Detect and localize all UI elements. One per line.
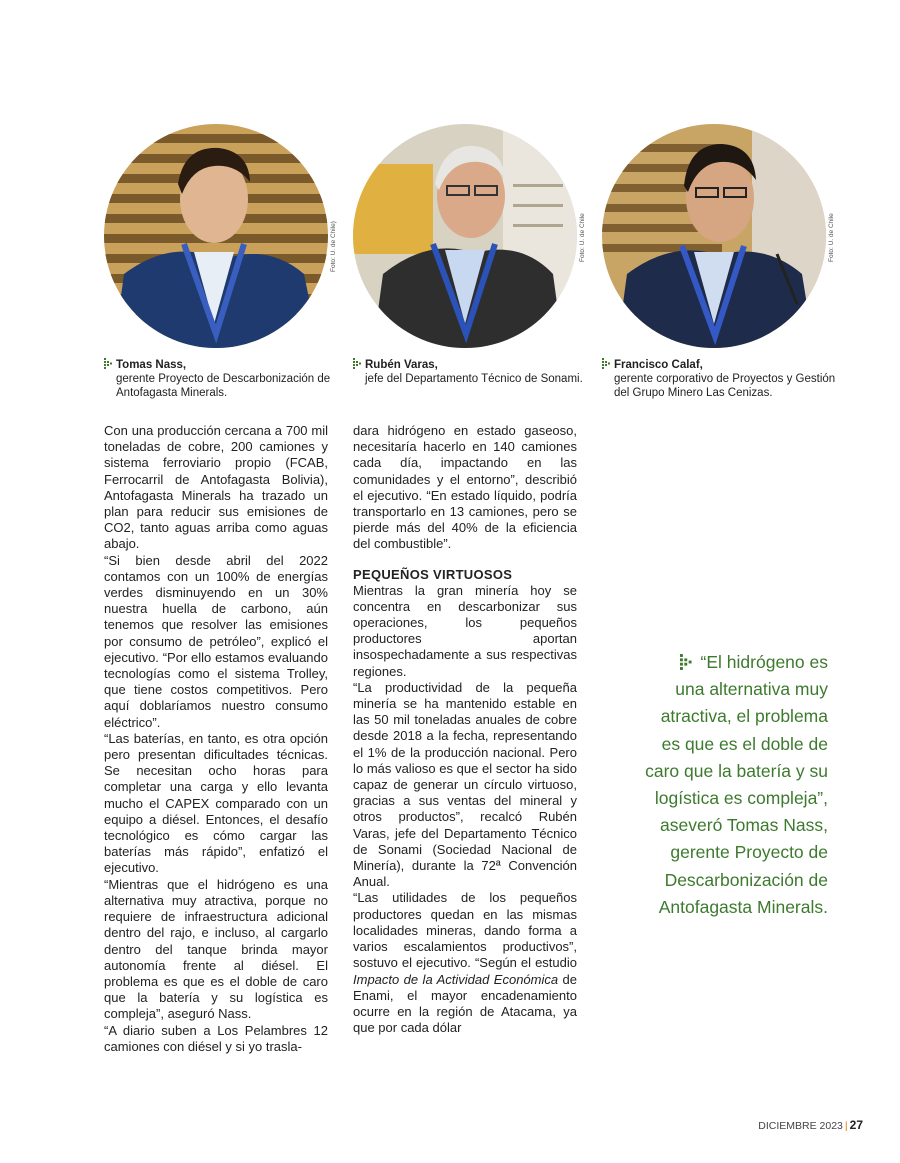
dots-bullet-icon: [680, 654, 693, 670]
paragraph: dara hidrógeno en estado gaseoso, necesitaría hacerlo en 140 camiones cada día, impactando en las comunidades y el entorno”, describió el ejecutivo. “En estado líquido, podría transportarlo en 13 camiones, pero se pierde más del 40% de la eficiencia del combustible”.: [353, 423, 577, 552]
footer-separator: |: [844, 1120, 848, 1132]
photo-francisco-calaf: [602, 124, 826, 348]
caption-role: jefe del Departamento Técnico de Sonami.: [365, 373, 583, 385]
paragraph: Con una producción cercana a 700 mil toneladas de cobre, 200 camiones y sistema ferroviario propio (FCAB, Ferrocarril de Antofagasta Bolivia), Antofagasta Minerals ha trazado un plan para reducir sus emisiones de CO2, tanto aguas arriba como aguas abajo.: [104, 423, 328, 552]
photo-credit: Foto: U. de Chile: [579, 213, 586, 262]
article-column-1: [104, 423, 328, 1055]
photo-ruben-varas: [353, 124, 577, 348]
page-number: 27: [849, 1118, 863, 1132]
caption-name: Francisco Calaf,: [614, 359, 703, 371]
paragraph: “Mientras que el hidrógeno es una alternativa muy atractiva, porque no requiere de infraestructura adicional dentro del rajo, e incluso, al cargarlo dentro del tanque brinda mayor autonomía frente al diésel. El problema es que es el doble de caro que la batería y su logística es compleja”, aseguró Nass.: [104, 876, 328, 1022]
page-footer: [758, 1118, 863, 1132]
caption-francisco-calaf: [602, 358, 842, 400]
study-title: Impacto de la Actividad Económica: [353, 971, 559, 987]
caption-role: del Grupo Minero Las Cenizas.: [614, 387, 773, 399]
caption-ruben-varas: [353, 358, 593, 386]
dots-bullet-icon: [104, 358, 113, 369]
photo-tomas-nass: [104, 124, 328, 348]
caption-name: Rubén Varas,: [365, 359, 438, 371]
caption-tomas-nass: [104, 358, 339, 400]
pull-quote: “El hidrógeno es una alternativa muy atractiva, el problema es que es el doble de caro que la batería y su logística es compleja”, aseveró Tomas Nass, gerente Proyecto de Descarbonización de Antofagasta Minerals.: [645, 652, 828, 917]
paragraph: Mientras la gran minería hoy se concentra en descarbonizar sus operaciones, los pequeños productores aportan insospechadamente a sus respectivas regiones.: [353, 582, 577, 679]
issue-date: DICIEMBRE 2023: [758, 1120, 843, 1132]
caption-name: Tomas Nass,: [116, 359, 187, 371]
caption-role: gerente Proyecto de Descarbonización de: [116, 373, 331, 385]
paragraph: “Las baterías, en tanto, es otra opción pero presentan dificultades técnicas. Se necesitan ocho horas para completar una carga y ello levanta mucho el CAPEX comparado con un equipo a diésel. Entonces, el desafío tecnológico es cómo cargar las baterías más rápido”, enfatizó el ejecutivo.: [104, 730, 328, 876]
paragraph: “Las utilidades de los pequeños productores quedan en las mismas localidades mineras, dando forma a varios escalamientos productivos”, sostuvo el ejecutivo. “Según el estudio Impacto de la Actividad Económica de Enami, el mayor encadenamiento ocurre en la región de Atacama, ya que por cada dólar: [353, 890, 577, 1036]
caption-role: Antofagasta Minerals.: [116, 387, 228, 399]
photo-credit: Foto: U. de Chile: [828, 213, 835, 262]
section-heading: PEQUEÑOS VIRTUOSOS: [353, 566, 513, 582]
caption-role: gerente corporativo de Proyectos y Gestión: [614, 373, 836, 385]
paragraph: “La productividad de la pequeña minería se ha mantenido estable en las 50 mil toneladas anuales de cobre desde 2018 a la fecha, representando el 1% de la producción nacional. Pero lo más valioso es que el sector ha sido capaz de generar un círculo virtuoso, gracias a sus ventas del mineral y otros productos”, recalcó Rubén Varas, jefe del Departamento Técnico de Sonami (Sociedad Nacional de Minería), durante la 72ª Convención Anual.: [353, 679, 577, 890]
article-column-2: [353, 423, 577, 1036]
paragraph: “Si bien desde abril del 2022 contamos con un 100% de energías verdes disminuyendo en un 30% nuestra huella de carbono, aún tenemos que resolver las emisiones por consumo de petróleo”, explicó el ejecutivo. “Por ello estamos evaluando tecnologías como el sistema Trolley, que tiene costos competitivos. Pero aquí doblaríamos nuestro consumo eléctrico”.: [104, 552, 328, 730]
dots-bullet-icon: [353, 358, 362, 369]
paragraph: “A diario suben a Los Pelambres 12 camiones con diésel y si yo trasla-: [104, 1022, 328, 1054]
photo-credit: Foto: U. de Chile): [330, 221, 337, 272]
dots-bullet-icon: [602, 358, 611, 369]
